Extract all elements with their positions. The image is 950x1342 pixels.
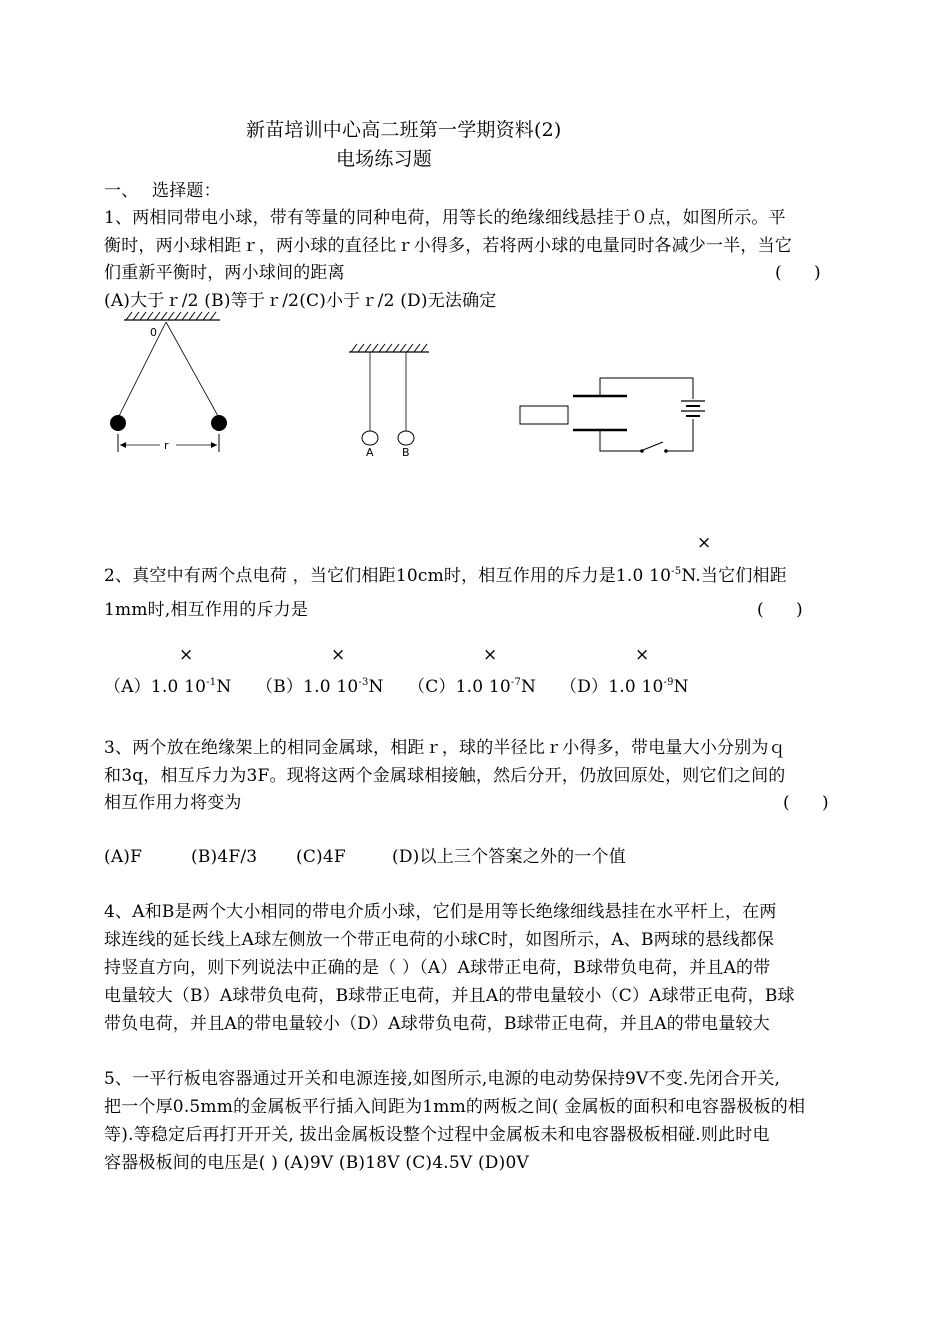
times-symbol: × bbox=[635, 645, 650, 665]
ball-b-label: B bbox=[402, 446, 410, 459]
q2-line1: 2、真空中有两个点电荷 ，当它们相距10cm时，相互作用的斥力是1.0 $10^{-5}N$.当它们相距 bbox=[104, 566, 787, 586]
q2-option-c: （C）1.0 $10^{-7}N$ bbox=[408, 677, 537, 697]
page-subtitle: 电场练习题 bbox=[336, 148, 433, 170]
times-symbol: × bbox=[697, 533, 712, 553]
ball-a bbox=[362, 431, 378, 445]
ball-a-label: A bbox=[366, 446, 374, 459]
q4-line4: 电量较大（B）A球带负电荷，B球带正电荷，并且A的带电量较小（C）A球带正电荷，B球 bbox=[104, 986, 795, 1006]
battery-icon bbox=[681, 401, 705, 416]
q5-line4: 容器极板间的电压是( ) (A)9V (B)18V (C)4.5V (D)0V bbox=[104, 1153, 529, 1173]
page-title: 新苗培训中心高二班第一学期资料(2) bbox=[246, 119, 562, 141]
q3-option-b: (B)4F/3 bbox=[191, 847, 258, 867]
left-ball bbox=[110, 415, 126, 431]
q4-line5: 带负电荷，并且A的带电量较小（D）A球带负电荷，B球带正电荷，并且A的带电量较大 bbox=[104, 1014, 770, 1034]
q2-option-a: （A）1.0 $10^{-1}N$ bbox=[104, 677, 232, 697]
figure-capacitor-circuit bbox=[515, 375, 715, 465]
times-symbol: × bbox=[483, 645, 498, 665]
q1-answer-paren: ( ) bbox=[775, 263, 821, 283]
switch-icon bbox=[640, 442, 668, 453]
distance-label: r bbox=[164, 439, 169, 452]
q2-option-d: （D）1.0 $10^{-9}N$ bbox=[560, 677, 689, 697]
q5-line2: 把一个厚0.5mm的金属板平行插入间距为1mm的两板之间( 金属板的面积和电容器极板的相 bbox=[104, 1097, 806, 1117]
q2-option-b: （B）1.0 $10^{-3}N$ bbox=[256, 677, 384, 697]
q5-line1: 5、一平行板电容器通过开关和电源连接,如图所示,电源的电动势保持9V不变.先闭合开关, bbox=[104, 1069, 781, 1089]
q2-line2: 1mm时,相互作用的斥力是 bbox=[104, 600, 309, 620]
q4-line1: 4、A和B是两个大小相同的带电介质小球，它们是用等长绝缘细线悬挂在水平杆上，在两 bbox=[104, 902, 777, 922]
ball-b bbox=[398, 431, 414, 445]
figure-hanging-balls bbox=[345, 340, 445, 460]
q3-option-a: (A)F bbox=[104, 847, 143, 867]
q5-line3: 等).等稳定后再打开开关, 拔出金属板设整个过程中金属板未和电容器极板相碰.则此时电 bbox=[104, 1125, 770, 1145]
times-symbol: × bbox=[179, 645, 194, 665]
q1-line1: 1、两相同带电小球，带有等量的同种电荷，用等长的绝缘细线悬挂于０点，如图所示。平 bbox=[104, 208, 786, 228]
q1-line3: 们重新平衡时，两小球间的距离 bbox=[104, 263, 345, 283]
q4-line3: 持竖直方向，则下列说法中正确的是（ ）（A）A球带正电荷，B球带负电荷，并且A的带 bbox=[104, 958, 771, 978]
q3-line1: 3、两个放在绝缘架上的相同金属球，相距ｒ，球的半径比ｒ小得多，带电量大小分别为ｑ bbox=[104, 738, 786, 758]
right-ball bbox=[211, 415, 227, 431]
q3-line2: 和3q，相互斥力为3F。现将这两个金属球相接触，然后分开，仍放回原处，则它们之间的 bbox=[104, 766, 786, 786]
metal-plate bbox=[520, 406, 568, 424]
q1-line2: 衡时，两小球相距ｒ，两小球的直径比ｒ小得多，若将两小球的电量同时各减少一半，当它 bbox=[104, 236, 792, 256]
q3-answer-paren: ( ) bbox=[783, 793, 829, 813]
q4-line2: 球连线的延长线上A球左侧放一个带正电荷的小球C时，如图所示，A、B两球的悬线都保 bbox=[104, 930, 775, 950]
q3-option-d: (D)以上三个答案之外的一个值 bbox=[392, 847, 626, 867]
q2-answer-paren: ( ) bbox=[757, 600, 803, 620]
q1-options: (A)大于ｒ/2 (B)等于ｒ/2(C)小于ｒ/2 (D)无法确定 bbox=[104, 291, 497, 311]
figure-pendulum bbox=[100, 310, 240, 460]
times-symbol: × bbox=[331, 645, 346, 665]
q3-option-c: (C)4F bbox=[296, 847, 346, 867]
q3-line3: 相互作用力将变为 bbox=[104, 793, 242, 813]
pivot-label: 0 bbox=[150, 326, 157, 339]
section-label: 选择题： bbox=[152, 181, 221, 201]
section-number: 一、 bbox=[104, 181, 139, 201]
